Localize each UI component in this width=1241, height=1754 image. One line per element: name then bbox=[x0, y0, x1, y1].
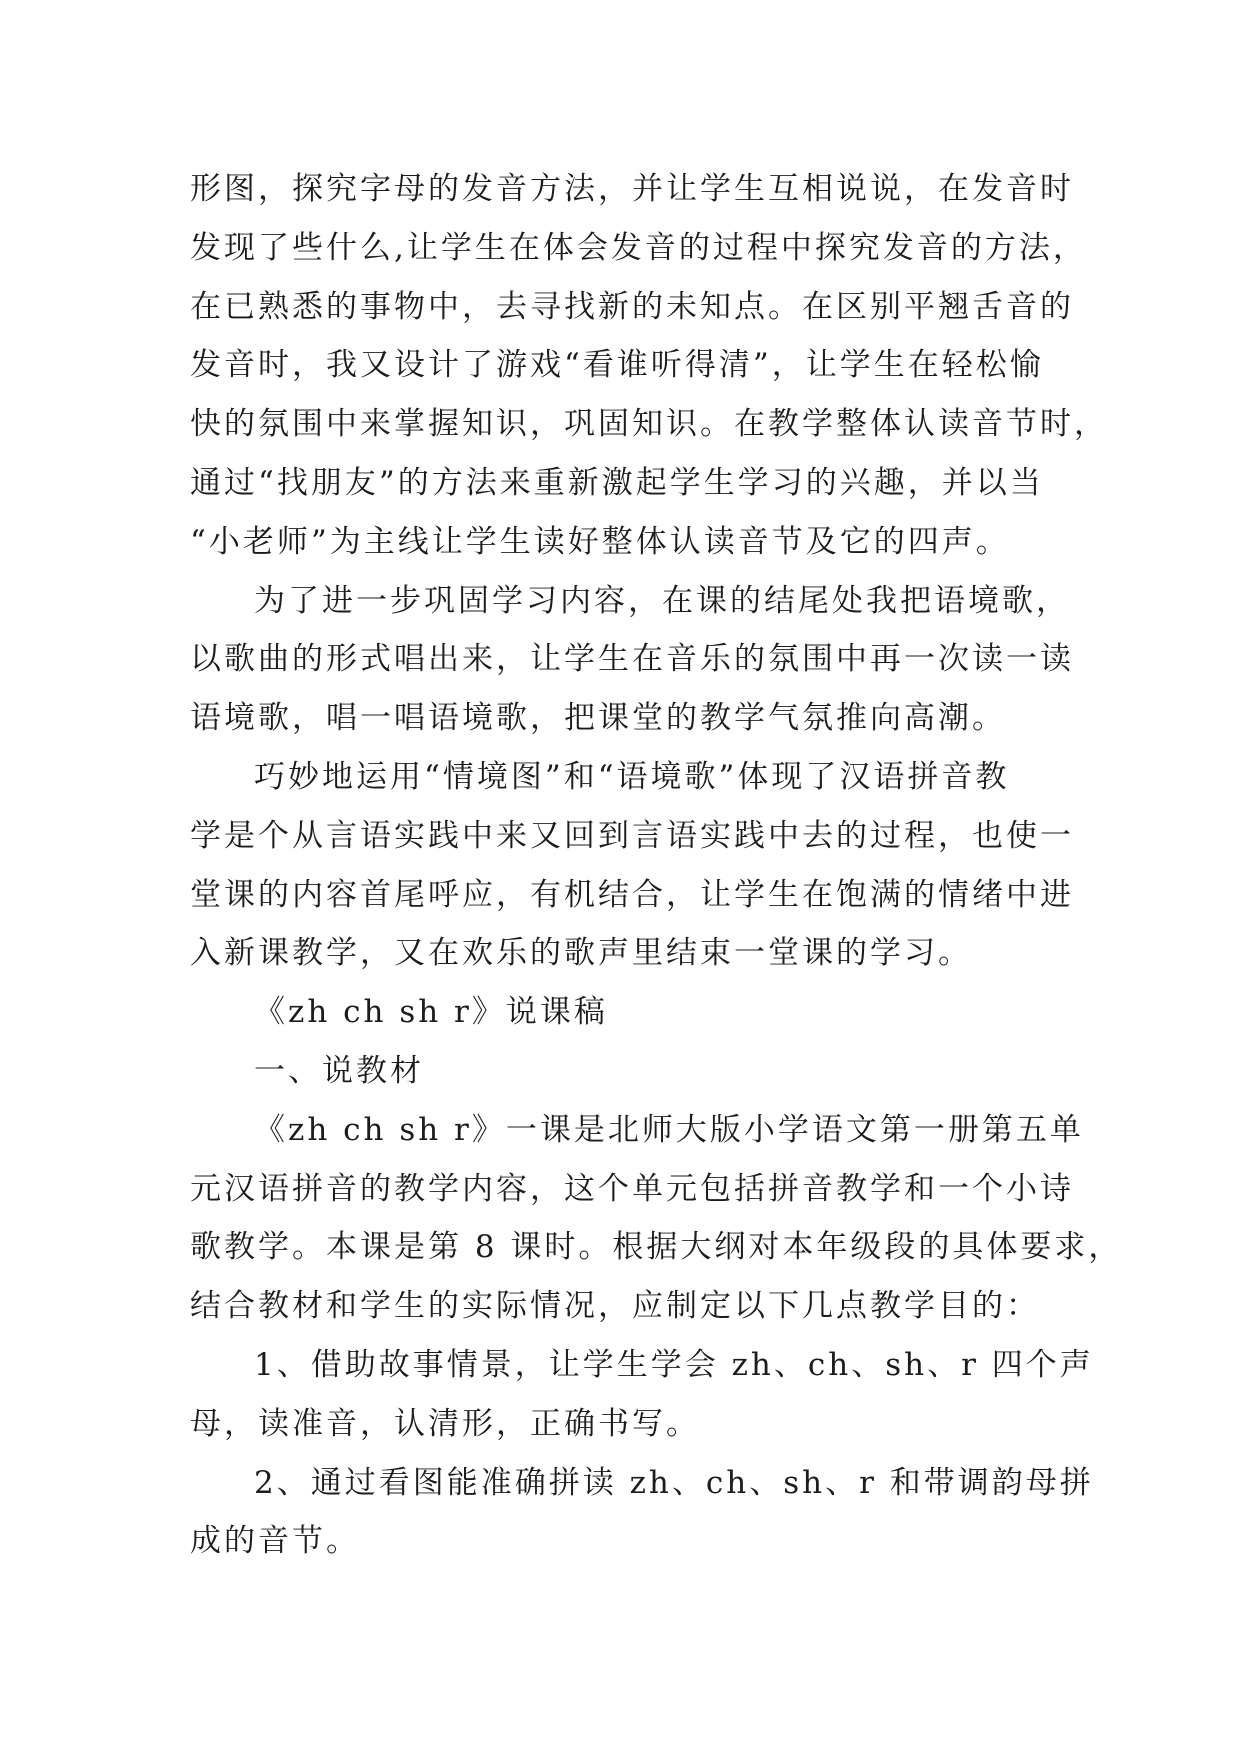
text-line: 学是个从言语实践中来又回到言语实践中去的过程，也使一 bbox=[190, 817, 1074, 854]
text-line: 语境歌，唱一唱语境歌，把课堂的教学气氛推向高潮。 bbox=[190, 700, 1006, 737]
text-line: 发现了些什么,让学生在体会发音的过程中探究发音的方法， bbox=[190, 229, 1087, 266]
document-body bbox=[190, 160, 1123, 1571]
text-line: 在已熟悉的事物中，去寻找新的未知点。在区别平翘舌音的 bbox=[190, 288, 1074, 325]
text-line: 成的音节。 bbox=[190, 1523, 360, 1560]
section-title: 《zh ch sh r》说课稿 bbox=[254, 994, 608, 1031]
text-line: 元汉语拼音的教学内容，这个单元包括拼音教学和一个小诗 bbox=[190, 1170, 1074, 1207]
text-line: 以歌曲的形式唱出来，让学生在音乐的氛围中再一次读一读 bbox=[190, 641, 1074, 678]
text-line: 入新课教学，又在欢乐的歌声里结束一堂课的学习。 bbox=[190, 935, 972, 972]
text-line: 结合教材和学生的实际情况，应制定以下几点教学目的： bbox=[190, 1288, 1040, 1325]
text-line: “小老师”为主线让学生读好整体认读音节及它的四声。 bbox=[190, 523, 1010, 560]
list-item-start-line: 1、借助故事情景，让学生学会 zh、ch、sh、r 四个声 bbox=[254, 1346, 1094, 1383]
text-line: 堂课的内容首尾呼应，有机结合，让学生在饱满的情绪中进 bbox=[190, 876, 1074, 913]
text-line: 快的氛围中来掌握知识，巩固知识。在教学整体认读音节时， bbox=[190, 406, 1108, 443]
text-line: 歌教学。本课是第 8 课时。根据大纲对本年级段的具体要求， bbox=[190, 1229, 1123, 1266]
paragraph-start-line: 巧妙地运用“情境图”和“语境歌”体现了汉语拼音教 bbox=[254, 758, 1010, 795]
text-line: 通过“找朋友”的方法来重新激起学生学习的兴趣，并以当 bbox=[190, 464, 1044, 501]
list-item-start-line: 2、通过看图能准确拼读 zh、ch、sh、r 和带调韵母拼 bbox=[254, 1464, 1094, 1501]
text-line: 母，读准音，认清形，正确书写。 bbox=[190, 1405, 700, 1442]
section-heading: 一、说教材 bbox=[254, 1052, 424, 1089]
paragraph-start-line: 《zh ch sh r》一课是北师大版小学语文第一册第五单 bbox=[254, 1111, 1084, 1148]
text-line: 发音时，我又设计了游戏“看谁听得清”，让学生在轻松愉 bbox=[190, 347, 1044, 384]
paragraph-start-line: 为了进一步巩固学习内容，在课的结尾处我把语境歌， bbox=[254, 582, 1070, 619]
text-line: 形图，探究字母的发音方法，并让学生互相说说，在发音时 bbox=[190, 171, 1074, 207]
